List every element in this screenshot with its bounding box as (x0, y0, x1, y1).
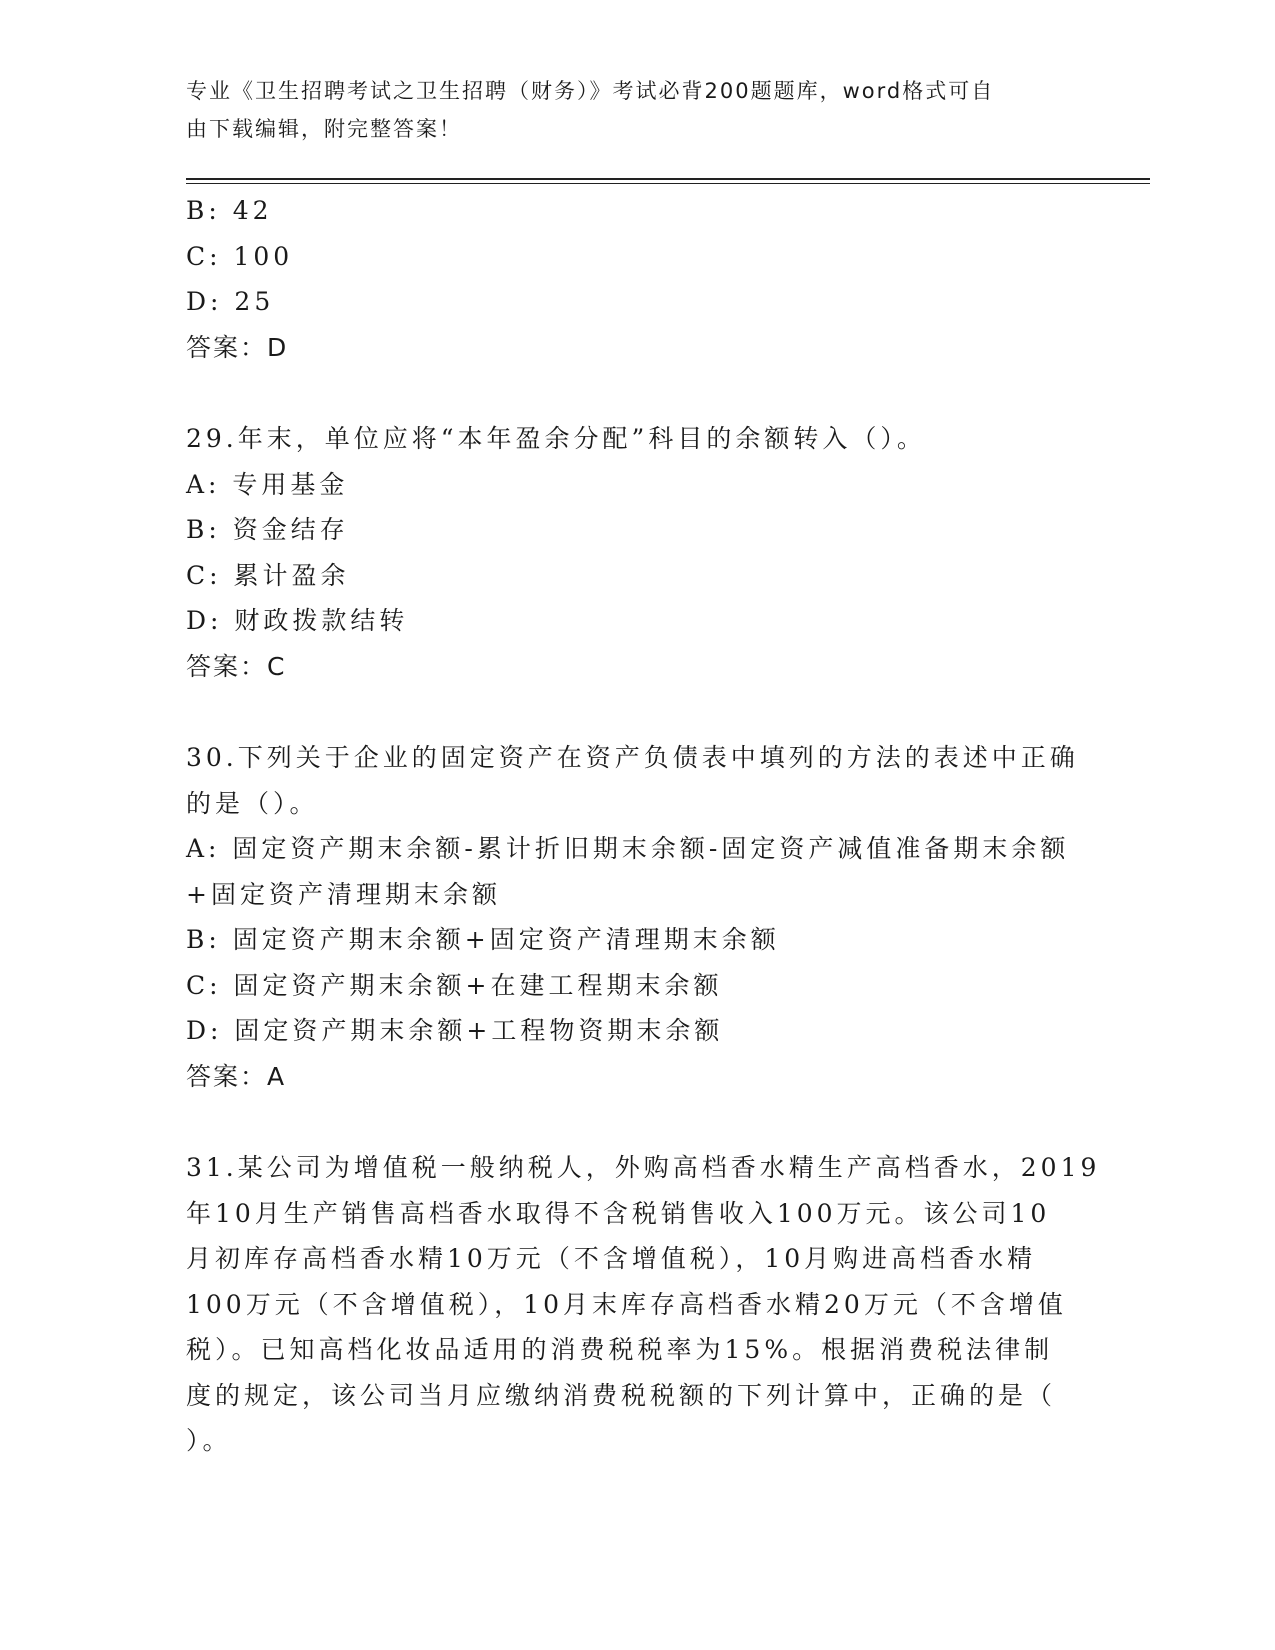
question-text-line-1: 31.某公司为增值税一般纳税人，外购高档香水精生产高档香水，2019 (186, 1153, 1101, 1182)
answer: 答案：C (186, 651, 287, 681)
question-30 (186, 735, 1086, 1099)
option-d: D: 25 (186, 287, 275, 316)
question-text-line-5: 税）。已知高档化妆品适用的消费税税率为15%。根据消费税法律制 (186, 1335, 1054, 1364)
question-text-line-3: 月初库存高档香水精10万元（不含增值税），10月购进高档香水精 (186, 1244, 1037, 1273)
question-text-line-4: 100万元（不含增值税），10月末库存高档香水精20万元（不含增值 (186, 1289, 1067, 1319)
question-text-line-7: ）。 (186, 1426, 232, 1455)
question-text-line-2: 的是（）。 (186, 788, 319, 818)
question-28 (186, 188, 1086, 370)
option-d: D: 固定资产期末余额+工程物资期末余额 (186, 1016, 724, 1045)
option-a-line-2: +固定资产清理期末余额 (186, 879, 501, 909)
option-b: B: 资金结存 (186, 515, 349, 544)
option-c: C: 100 (186, 241, 294, 271)
question-29 (186, 416, 1086, 689)
option-c: C: 累计盈余 (186, 560, 350, 590)
option-c: C: 固定资产期末余额+在建工程期末余额 (186, 970, 723, 1000)
question-text-line-1: 30.下列关于企业的固定资产在资产负债表中填列的方法的表述中正确 (186, 743, 1079, 772)
header-line-1: 专业《卫生招聘考试之卫生招聘（财务）》考试必背200题题库，word格式可自 (186, 79, 995, 103)
option-d: D: 财政拨款结转 (186, 606, 409, 635)
answer: 答案：D (186, 332, 289, 362)
header-line-2: 由下载编辑，附完整答案！ (186, 117, 462, 141)
option-a-line-1: A: 固定资产期末余额-累计折旧期末余额-固定资产减值准备期末余额 (186, 834, 1070, 863)
header-rule-thin (186, 183, 1150, 184)
question-text: 29.年末，单位应将“本年盈余分配”科目的余额转入（）。 (186, 424, 926, 453)
option-b: B: 固定资产期末余额+固定资产清理期末余额 (186, 925, 780, 954)
header-rule-thick (186, 178, 1150, 180)
option-a: A: 专用基金 (186, 469, 349, 499)
question-text-line-6: 度的规定，该公司当月应缴纳消费税税额的下列计算中，正确的是（ (186, 1380, 1057, 1410)
option-b: B: 42 (186, 196, 273, 225)
question-content (186, 188, 1101, 1464)
document-header (186, 72, 1066, 148)
answer: 答案：A (186, 1061, 287, 1091)
question-text-line-2: 年10月生产销售高档香水取得不含税销售收入100万元。该公司10 (186, 1198, 1051, 1228)
question-31 (186, 1145, 1101, 1464)
